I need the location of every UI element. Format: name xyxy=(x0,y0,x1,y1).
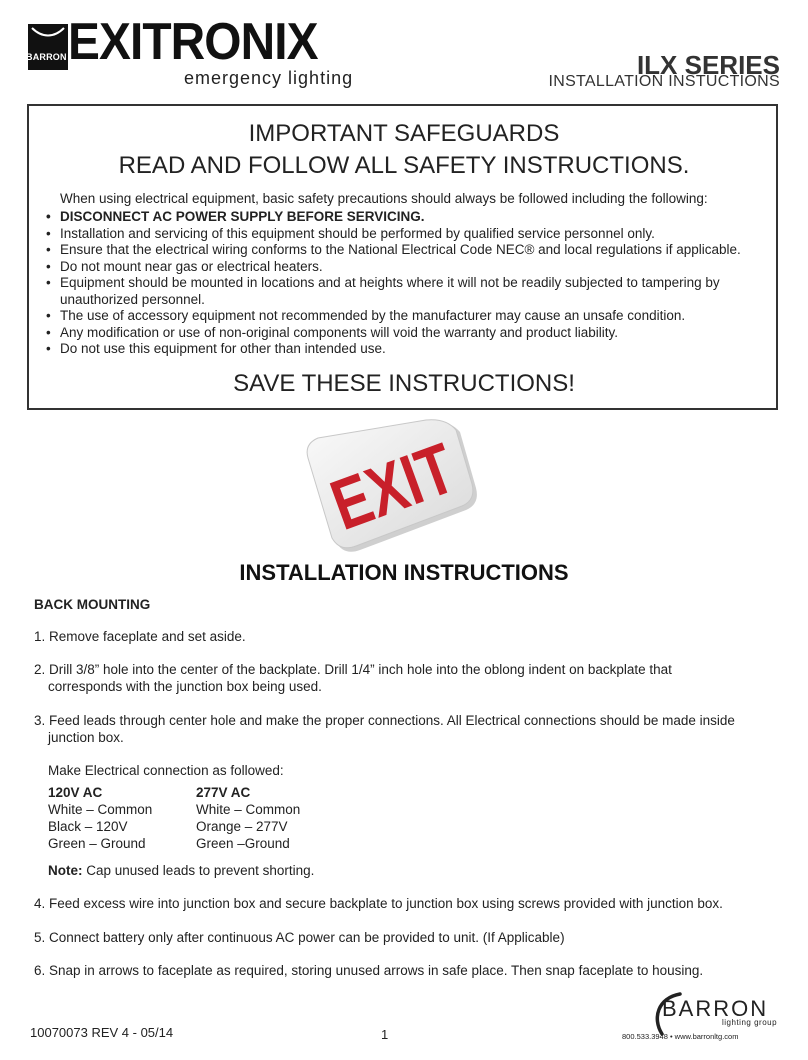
bullet: • xyxy=(46,275,51,290)
wiring-277v xyxy=(196,784,300,852)
contact-info: 800.533.3948 • www.barronltg.com xyxy=(622,1032,739,1041)
wiring-line: White – Common xyxy=(196,802,301,817)
safeguards-title-line2: READ AND FOLLOW ALL SAFETY INSTRUCTIONS. xyxy=(118,152,690,179)
safeguard-item: • The use of accessory equipment not recommended by the manufacturer may cause an unsafe condition. xyxy=(46,308,686,323)
wiring-277v-header: 277V AC xyxy=(196,785,251,800)
safeguards-intro: When using electrical equipment, basic safety precautions should always be followed including the following: xyxy=(60,191,708,206)
safeguard-item: • Any modification or use of non-original components will void the warranty and product liability. xyxy=(46,324,619,340)
installation-title: INSTALLATION INSTRUCTIONS xyxy=(239,560,569,585)
safeguards-title-line1: IMPORTANT SAFEGUARDS xyxy=(248,120,560,147)
safeguards-list xyxy=(46,209,771,358)
safeguards-title xyxy=(0,118,808,182)
brand-badge-text: BARRON xyxy=(26,52,67,62)
safeguard-item: • Ensure that the electrical wiring conforms to the National Electrical Code NEC® and local regulations if applicable. xyxy=(46,242,741,257)
note-text: Cap unused leads to prevent shorting. xyxy=(82,863,315,878)
note-label: Note: xyxy=(48,863,83,878)
make-connection-text: Make Electrical connection as followed: xyxy=(48,763,284,778)
exit-sign-text: EXIT xyxy=(320,427,465,546)
safeguard-item: • Installation and servicing of this equipment should be performed by qualified service personnel only. xyxy=(46,225,655,241)
step-4: 4. Feed excess wire into junction box and secure backplate to junction box using screws provided with junction box. xyxy=(34,896,723,911)
bullet: • xyxy=(46,225,51,241)
step-6: 6. Snap in arrows to faceplate as required, storing unused arrows in safe place. Then snap faceplate to housing. xyxy=(34,963,704,978)
bullet: • xyxy=(46,341,51,356)
bullet: • xyxy=(46,242,51,257)
bullet: • xyxy=(46,308,51,323)
wiring-line: Green – Ground xyxy=(48,836,146,851)
brand-name: EXITRONIX xyxy=(68,13,318,71)
safeguard-item: • Do not use this equipment for other than intended use. xyxy=(46,341,386,356)
save-instructions: SAVE THESE INSTRUCTIONS! xyxy=(233,370,575,397)
barron-badge-icon xyxy=(24,22,70,72)
safeguard-item: • DISCONNECT AC POWER SUPPLY BEFORE SERVICING. xyxy=(46,209,425,224)
barron-subtitle: lighting group xyxy=(722,1018,778,1027)
safeguard-item: • Do not mount near gas or electrical heaters. xyxy=(46,258,323,274)
bullet: • xyxy=(46,324,51,340)
wiring-120v-header: 120V AC xyxy=(48,785,103,800)
page-number: 1 xyxy=(381,1027,389,1042)
bullet: • xyxy=(46,209,51,224)
step-3: 3. Feed leads through center hole and make the proper connections. All Electrical connections should be made inside junction box. xyxy=(34,713,735,745)
brand-tagline: emergency lighting xyxy=(184,68,354,88)
wiring-line: Orange – 277V xyxy=(196,819,288,834)
wiring-120v xyxy=(48,784,152,852)
barron-wordmark: BARRON xyxy=(662,996,769,1021)
section-heading: BACK MOUNTING xyxy=(34,597,151,612)
wiring-line: Green –Ground xyxy=(196,836,290,851)
wiring-line: White – Common xyxy=(48,802,153,817)
document-number: 10070073 REV 4 - 05/14 xyxy=(30,1025,174,1040)
series-subtitle: INSTALLATION INSTUCTIONS xyxy=(548,73,780,90)
step-2: 2. Drill 3/8” hole into the center of the backplate. Drill 1/4” inch hole into the oblong indent on backplate that corresponds with the junction box being used. xyxy=(34,662,672,694)
safeguard-item: • Equipment should be mounted in locations and at heights where it will not be readily subjected to tampering by unauthorized personnel. xyxy=(46,275,720,307)
wiring-line: Black – 120V xyxy=(48,819,128,834)
series-title: ILX SERIES xyxy=(636,50,780,80)
exit-sign-image xyxy=(300,418,480,558)
note xyxy=(48,862,314,879)
step-1: 1. Remove faceplate and set aside. xyxy=(34,629,246,644)
exitronix-logo xyxy=(24,13,364,91)
step-5: 5. Connect battery only after continuous AC power can be provided to unit. (If Applicable) xyxy=(34,930,565,945)
bullet: • xyxy=(46,258,51,274)
